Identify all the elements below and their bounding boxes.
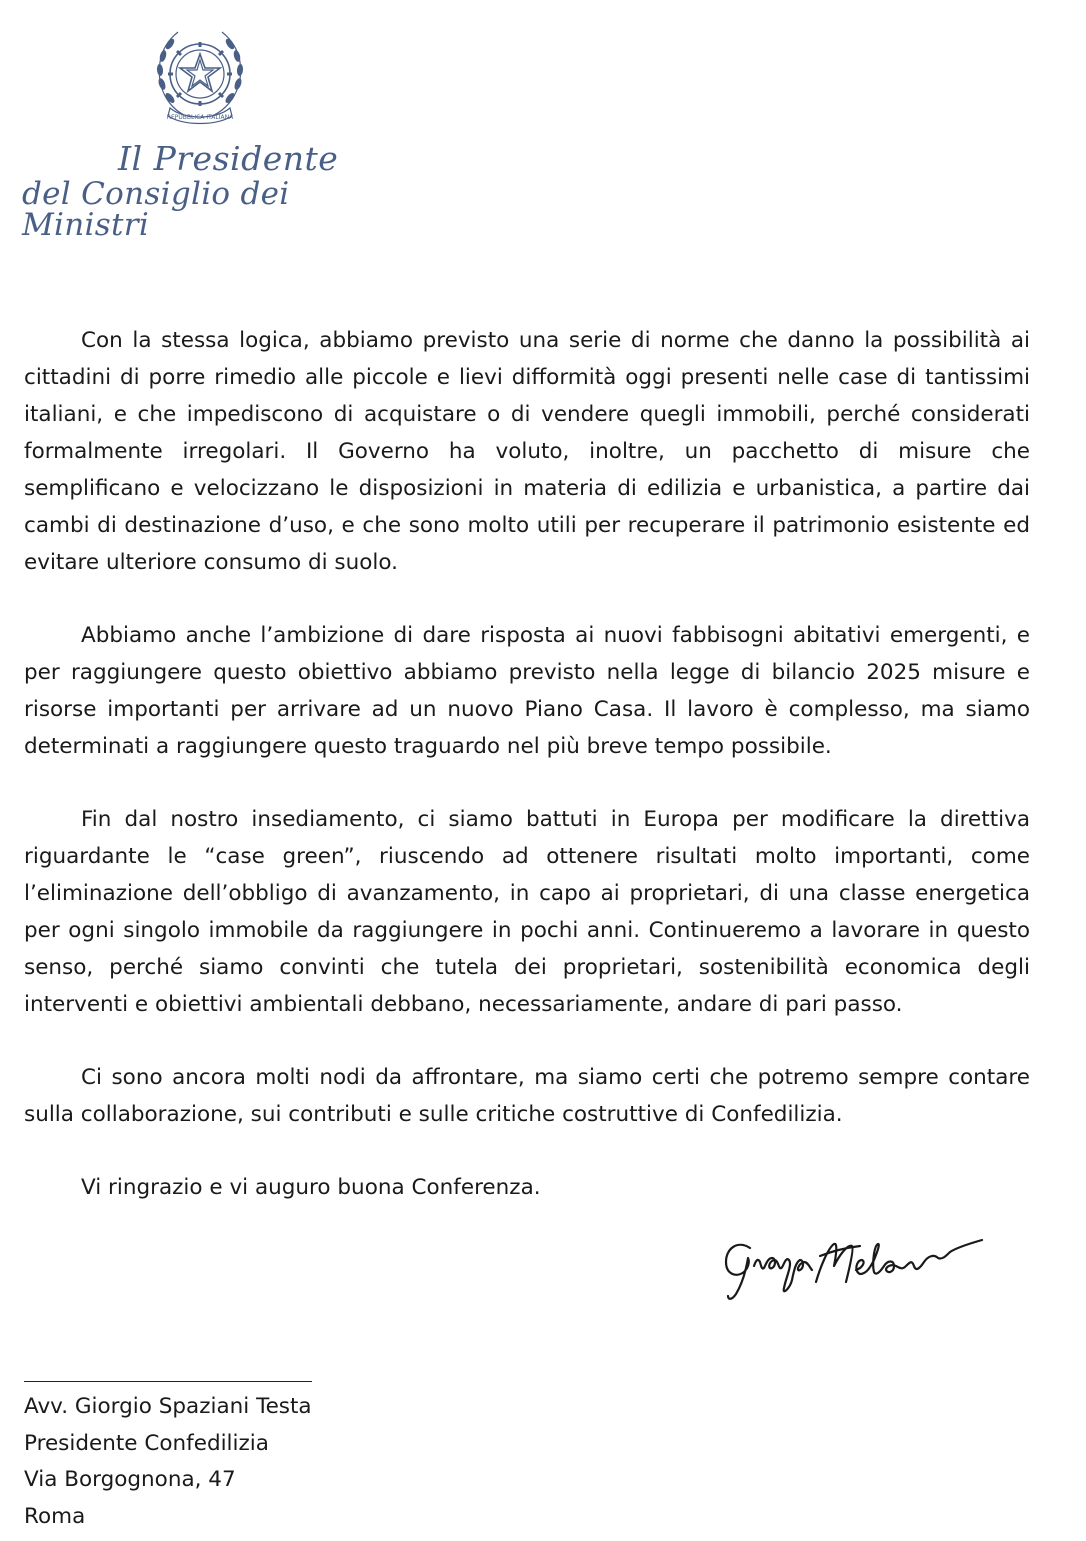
letterhead-line-1: Il Presidente xyxy=(118,139,339,178)
paragraph: Fin dal nostro insediamento, ci siamo battuti in Europa per modificare la direttiva riguardante le “case green”, riuscendo ad ottenere risultati molto importanti, come l’eliminazione dell’obbligo di avanzamento, in capo ai proprietari, di una classe energetica per ogni singolo immobile da raggiungere in pochi anni. Continueremo a lavorare in questo senso, perché siamo convinti che tutela dei proprietari, sostenibilità economica degli interventi e obiettivi ambientali debbano, necessariamente, andare di pari passo. xyxy=(24,807,1030,1017)
address-line-name: Avv. Giorgio Spaziani Testa xyxy=(24,1394,312,1419)
paragraph: Con la stessa logica, abbiamo previsto una serie di norme che danno la possibilità ai cittadini di porre rimedio alle piccole e lievi difformità oggi presenti nelle case di tantissimi italiani, e che impediscono di acquistare o di vendere quegli immobili, perché considerati formalmente irregolari. Il Governo ha voluto, inoltre, un pacchetto di misure che semplificano e velocizzano le disposizioni in materia di edilizia e urbanistica, a partire dai cambi di destinazione d’uso, e che sono molto utili per recuperare il patrimonio esistente ed evitare ulteriore consumo di suolo. xyxy=(24,328,1030,575)
address-line-title: Presidente Confedilizia xyxy=(24,1430,269,1456)
paragraph: Vi ringrazio e vi auguro buona Conferenza. xyxy=(81,1175,541,1200)
letter-body xyxy=(24,322,1030,1242)
repubblica-italiana-emblem-icon xyxy=(148,24,252,128)
letterhead-line-2: del Consiglio dei Ministri xyxy=(22,176,290,243)
address-line-street: Via Borgognona, 47 xyxy=(24,1467,236,1493)
recipient-address xyxy=(24,1389,312,1536)
address-line-city: Roma xyxy=(24,1504,86,1530)
paragraph: Abbiamo anche l’ambizione di dare risposta ai nuovi fabbisogni abitativi emergenti, e per raggiungere questo obiettivo abbiamo previsto nella legge di bilancio 2025 misure e risorse importanti per arrivare ad un nuovo Piano Casa. Il lavoro è complesso, ma siamo determinati a raggiungere questo traguardo nel più breve tempo possibile. xyxy=(24,623,1030,759)
letterhead xyxy=(22,139,392,243)
emblem-ribbon-text: REPUBBLICA ITALIANA xyxy=(166,114,234,121)
handwritten-signature-icon xyxy=(720,1226,1030,1312)
paragraph: Ci sono ancora molti nodi da affrontare, ma siamo certi che potremo sempre contare sulla collaborazione, sui contributi e sulle critiche costruttive di Confedilizia. xyxy=(24,1065,1030,1127)
signature-divider xyxy=(24,1381,312,1382)
